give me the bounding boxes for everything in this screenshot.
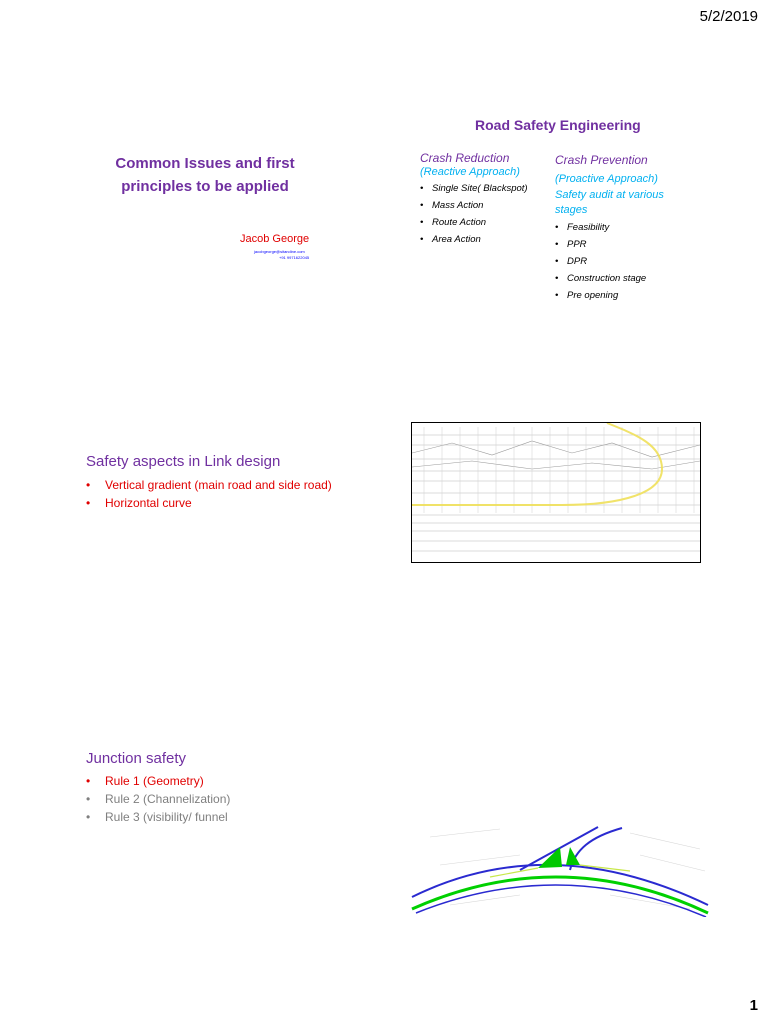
longitudinal-profile-drawing (411, 422, 701, 563)
list-item: • Rule 1 (Geometry) (86, 774, 204, 788)
crash-prevention-column (555, 153, 685, 304)
junction-rules-list (86, 772, 346, 826)
junction-rules-list-wrap (86, 772, 346, 826)
list-item: • Horizontal curve (86, 496, 192, 510)
slide2-title: Road Safety Engineering (475, 117, 641, 133)
link-design-list (86, 476, 346, 512)
slide4-title: Junction safety (86, 750, 187, 767)
profile-drawing-svg (412, 423, 700, 562)
list-item: • Vertical gradient (main road and side road) (86, 478, 332, 492)
list-item: • Rule 3 (visibility/ funnel (86, 810, 228, 824)
list-item: • PPR (555, 239, 587, 250)
list-item: • DPR (555, 256, 588, 267)
crash-reduction-heading: Crash Reduction (420, 151, 510, 165)
slide1-title (95, 152, 315, 198)
slide3-title: Safety aspects in Link design (86, 453, 281, 470)
list-item: • Single Site( Blackspot) (420, 183, 528, 194)
author-name: Jacob George (240, 233, 310, 245)
slide1-title-line2: principles to be applied (121, 178, 289, 195)
list-item: • Feasibility (555, 222, 610, 233)
junction-channelization-drawing (410, 825, 710, 917)
crash-reduction-column (420, 151, 548, 248)
list-item: • Pre opening (555, 290, 619, 301)
page-number: 1 (749, 997, 758, 1014)
list-item: • Area Action (420, 234, 481, 245)
crash-reduction-list (420, 180, 548, 248)
safety-audit-note: Safety audit at various stages (555, 189, 664, 216)
list-item: • Construction stage (555, 273, 647, 284)
author-phone: +91 9971622045 (279, 255, 310, 260)
junction-drawing-svg (410, 825, 710, 917)
list-item: • Route Action (420, 217, 487, 228)
crash-reduction-subheading: (Reactive Approach) (420, 166, 520, 178)
crash-prevention-subheading: (Proactive Approach) (555, 173, 658, 185)
link-design-list-wrap (86, 476, 346, 512)
list-item: • Rule 2 (Channelization) (86, 792, 231, 806)
slide1-title-line1: Common Issues and first (115, 155, 295, 172)
crash-prevention-heading: Crash Prevention (555, 153, 648, 167)
crash-prevention-list (555, 219, 685, 304)
author-email: jacobgeorge@sitandine.com (254, 249, 305, 254)
header-date: 5/2/2019 (699, 8, 758, 25)
list-item: • Mass Action (420, 200, 484, 211)
